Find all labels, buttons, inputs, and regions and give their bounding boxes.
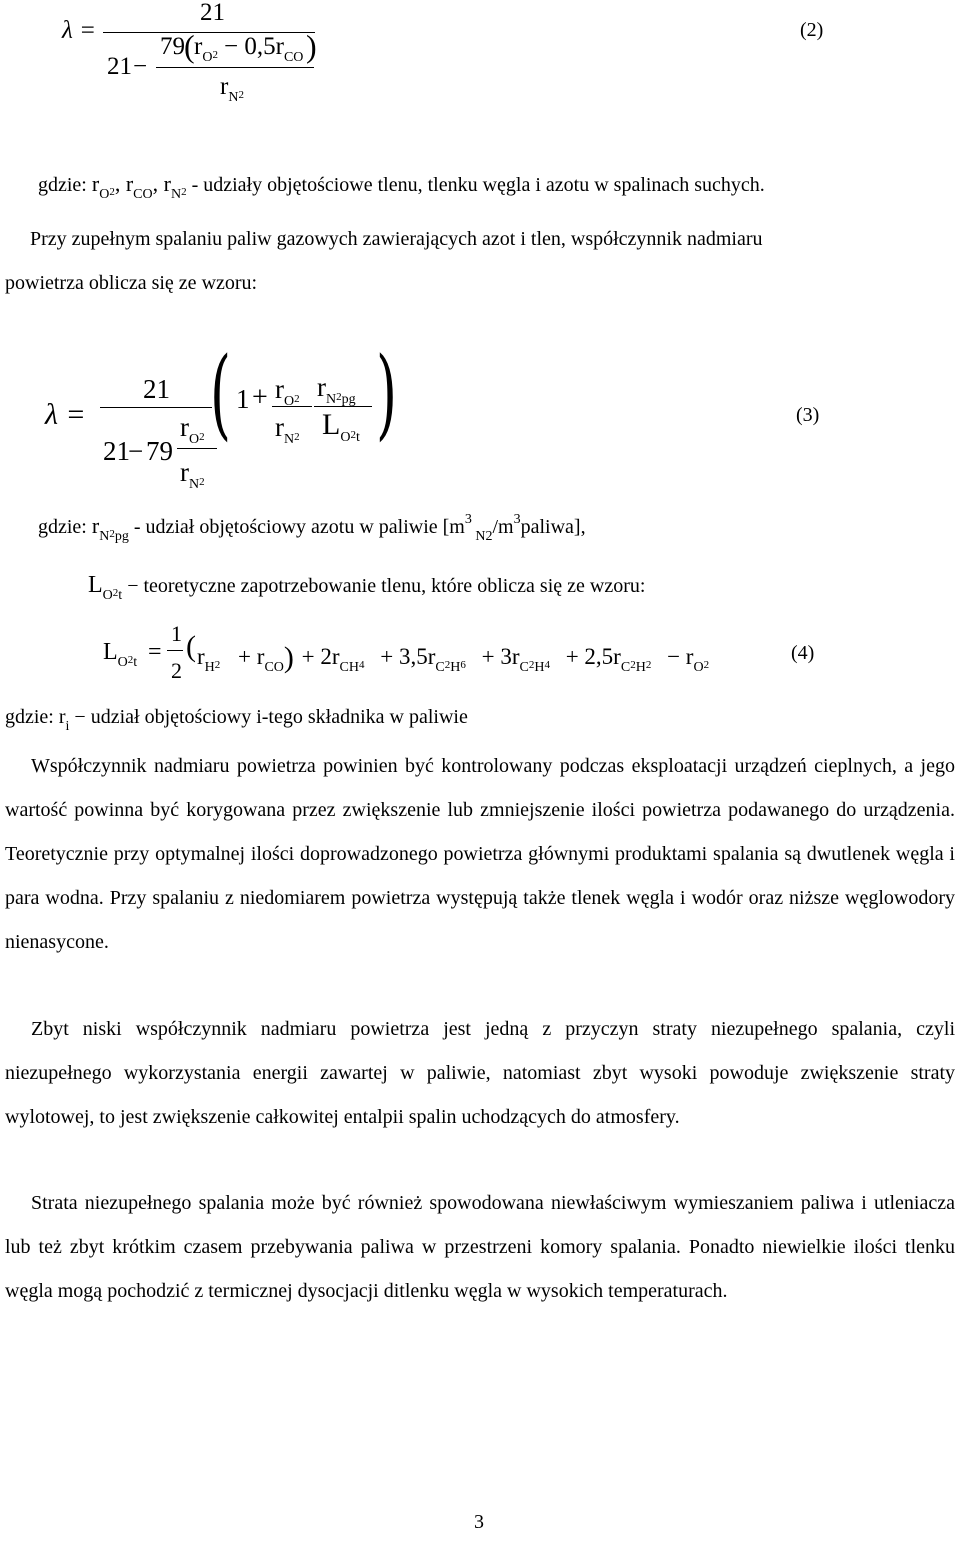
- eq2-inner-79: 79: [160, 33, 185, 60]
- gdzie-definitions-3: gdzie: $r_i$ − udział objętościowy i-tego składnika w paliwie: [5, 706, 468, 734]
- eq3-b-L-o2t: $L_O2_t$: [322, 408, 360, 445]
- eq2-inner-minus-co: − $0,5r_{CO}$: [224, 33, 304, 65]
- eq4-open-paren: (: [186, 630, 196, 663]
- eq2-inner-den-r-n2: $r_N2$: [220, 73, 244, 105]
- eq2-den-21: 21: [107, 53, 132, 80]
- gdzie-definitions-2: gdzie: $r_N2_{pg}$ - udział objętościowy azotu w paliwie [$m^3$ $_{N2}/m^3paliwa$],: [38, 512, 586, 544]
- eq3-numerator: 21: [143, 374, 170, 404]
- eq3-open-bracket: (: [210, 337, 232, 451]
- eq3-main-fraction-bar: [100, 407, 212, 408]
- eq4-L-o2t: $L_O2_t$: [103, 639, 138, 670]
- lambda-symbol: λ =: [62, 17, 96, 44]
- eq2-number: (2): [800, 19, 824, 41]
- eq4-half-num: 1: [171, 621, 182, 646]
- eq3-close-bracket: ): [376, 337, 398, 451]
- eq3-frac-r-n2: $r_N2$: [180, 457, 205, 492]
- eq2-inner-open-paren: (: [184, 28, 195, 64]
- eq4-equals: =: [148, 639, 162, 665]
- eq4-half-bar: [167, 650, 183, 651]
- paragraph-2: Zbyt niski współczynnik nadmiaru powietrza jest jedną z przyczyn straty niezupełnego spalania, czyli niezupełnego wykorzystania energii zawartej w paliwie, natomiast zbyt wysoki powoduje zwiększenie straty wylotowej, to jest zwiększenie całkowitej entalpii spalin uchodzących do atmosfery.: [5, 1018, 955, 1128]
- paragraph-1: Współczynnik nadmiaru powietrza powinien być kontrolowany podczas eksploatacji urządzeń cieplnych, a jego wartość powinna być korygowana przez zwiększenie lub zmniejszenie ilości powietrza podawanego do urządzenia. Teoretycznie przy optymalnej ilości doprowadzonego powietrza głównymi produktami spalania są dwutlenek węgla i para wodna. Przy spalaniu z niedomiarem powietrza występują także tlenek węgla i wodór oraz niższe węglowodory nienasycone.: [5, 755, 955, 953]
- gdzie-definitions-1: gdzie: $r_O2$, $r_{CO}$, $r_N2$ - udziały objętościowe tlenu, tlenku węgla i azotu w spalinach suchych.: [38, 171, 765, 202]
- eq3-a-fraction-bar: [272, 406, 312, 407]
- eq2-den-minus: −: [133, 53, 148, 80]
- eq3-b-r-n2-pg: $r_N2_{pg}$: [317, 372, 356, 407]
- eq3-a-r-o2: $r_O2$: [275, 374, 300, 409]
- paragraph-3: Strata niezupełnego spalania może być również spowodowana niewłaściwym wymieszaniem paliwa i utleniacza lub też zbyt krótkim czasem przebywania paliwa w przestrzeni komory spalania. Ponadto niewielkie ilości tlenku węgla mogą pochodzić z termicznej dysocjacji ditlenku węgla w wysokich temperaturach.: [5, 1192, 955, 1302]
- eq3-number: (3): [796, 404, 820, 426]
- eq4-terms: $r_H2 + r_{CO}) + 2r_{CH}4 + 3,5r_C2_H6 + 3r_C2_H4 + 2,5r_C2_H2 - r_O2$: [197, 641, 710, 675]
- eq4-number: (4): [791, 642, 815, 664]
- lambda-symbol: λ =: [45, 398, 86, 431]
- eq3-b-fraction-bar: [314, 406, 372, 407]
- eq4-half-den: 2: [171, 658, 182, 683]
- eq3-plus: +: [252, 382, 268, 413]
- eq3-a-r-n2: $r_N2$: [275, 412, 300, 447]
- eq2-inner-close-paren: ): [306, 28, 317, 64]
- eq2-inner-fraction-bar: [156, 67, 314, 68]
- intro-line-2: powietrza oblicza się ze wzoru:: [5, 272, 258, 294]
- eq3-den-21: 21: [103, 436, 130, 466]
- eq3-den-79: 79: [146, 436, 173, 466]
- eq3-frac-r-o2: $r_O2$: [180, 412, 205, 447]
- eq2-numerator: 21: [200, 0, 225, 26]
- eq3-one: 1: [236, 384, 250, 414]
- page-number: 3: [474, 1511, 484, 1533]
- intro-line-1: Przy zupełnym spalaniu paliw gazowych zawierających azot i tlen, współczynnik nadmiaru: [30, 228, 763, 250]
- eq3-den-minus: −: [128, 436, 144, 466]
- lo2t-definition: $L_O2_t$ − teoretyczne zapotrzebowanie tlenu, które oblicza się ze wzoru:: [88, 572, 646, 603]
- eq2-inner-r-o2: $r_O2$: [194, 33, 218, 65]
